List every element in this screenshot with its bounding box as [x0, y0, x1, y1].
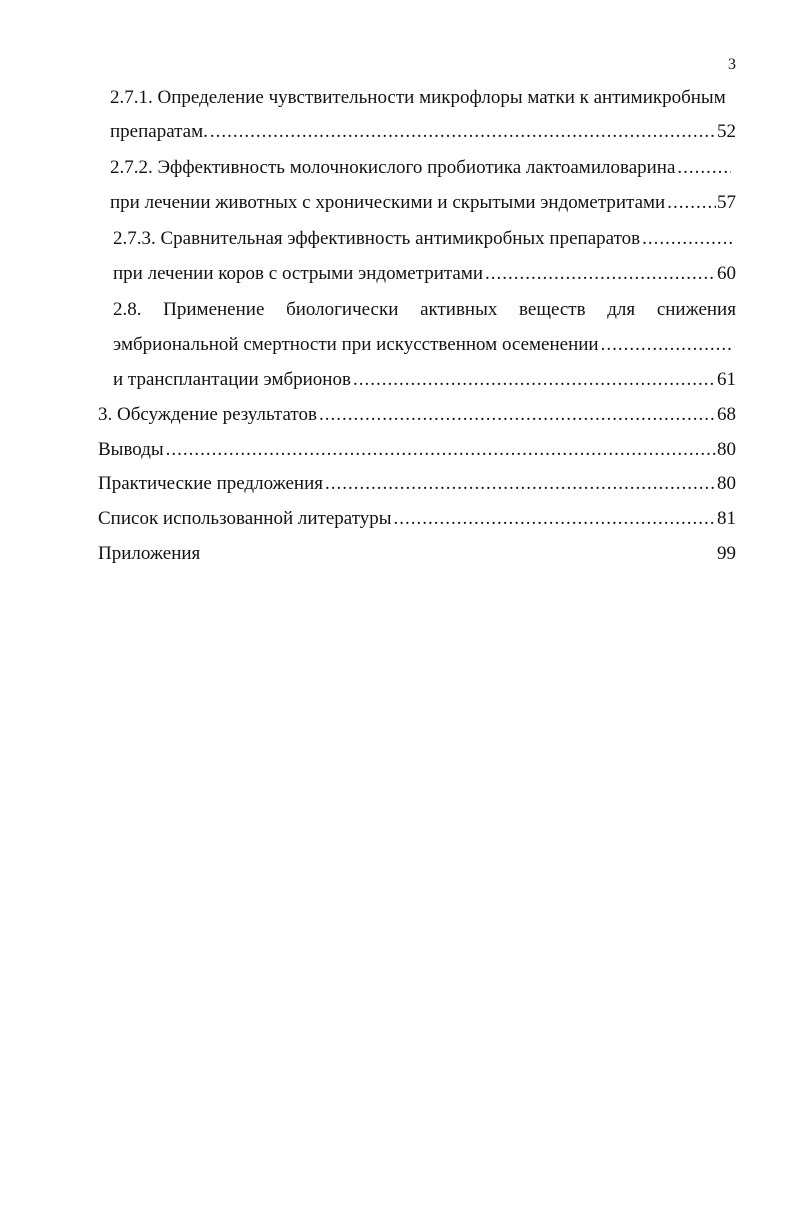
dot-leader [325, 472, 716, 496]
toc-page-number: 81 [717, 508, 736, 529]
toc-page-number: 60 [717, 263, 736, 284]
toc-entry-2-8-line-1[interactable] [113, 298, 736, 322]
toc-entry-practical-proposals[interactable] [98, 472, 736, 496]
dot-leader [394, 507, 716, 531]
toc-entry-title: эмбриональной смертности при искусственном осеменении [113, 334, 599, 355]
dot-leader [210, 120, 716, 144]
dot-leader [485, 262, 716, 286]
toc-page-number: 80 [717, 439, 736, 460]
dot-leader [642, 227, 732, 251]
toc-entry-3[interactable] [98, 403, 736, 427]
page-number: 3 [728, 56, 736, 73]
toc-entry-title: и трансплантации эмбрионов [113, 369, 351, 390]
dot-leader [319, 403, 716, 427]
toc-entry-word: активных [420, 299, 498, 320]
toc-entry-2-8-line-2[interactable] [113, 333, 733, 357]
toc-entry-2-7-1-line-2[interactable] [110, 120, 736, 144]
toc-entry-title: 2.7.3. Сравнительная эффективность антимикробных препаратов [113, 228, 641, 249]
toc-entry-title: Приложения [98, 543, 201, 564]
dot-leader [353, 368, 716, 392]
toc-entry-word: для [607, 299, 636, 320]
toc-page-number: 80 [717, 473, 736, 494]
dot-leader [667, 191, 716, 215]
toc-page-number: 61 [717, 369, 736, 390]
toc-entry-word: Применение [163, 299, 265, 320]
toc-entry-2-8-line-3[interactable] [113, 368, 736, 392]
toc-entry-2-7-3-line-2[interactable] [113, 262, 736, 286]
toc-page-number: 99 [717, 543, 736, 564]
toc-entry-word: веществ [519, 299, 586, 320]
toc-entry-title: препаратам. [110, 121, 208, 142]
toc-entry-2-7-3-line-1[interactable] [113, 227, 733, 251]
toc-page-number: 57 [717, 192, 736, 213]
toc-entry-title: при лечении животных с хроническими и скрытыми эндометритами [110, 192, 666, 213]
toc-entry-word: 2.8. [113, 299, 142, 320]
dot-leader [677, 156, 731, 180]
toc-page-number: 68 [717, 404, 736, 425]
toc-entry-title: 2.7.2. Эффективность молочнокислого пробиотика лактоамиловарина [110, 157, 676, 178]
toc-entry-title: 3. Обсуждение результатов [98, 404, 317, 425]
toc-entry-appendices[interactable] [98, 542, 736, 566]
dot-leader [601, 333, 732, 357]
toc-entry-word: снижения [656, 299, 736, 320]
toc-page-number: 52 [717, 121, 736, 142]
dot-leader [166, 438, 716, 462]
toc-entry-conclusions[interactable] [98, 438, 736, 462]
toc-entry-2-7-1-line-1[interactable] [110, 86, 736, 110]
toc-entry-2-7-2-line-1[interactable] [110, 156, 732, 180]
toc-entry-title: Практические предложения [98, 473, 323, 494]
toc-entry-title: Список использованной литературы [98, 508, 392, 529]
toc-entry-references[interactable] [98, 507, 736, 531]
toc-entry-title: 2.7.1. Определение чувствительности микрофлоры матки к антимикробным [110, 87, 726, 108]
toc-entry-title: при лечении коров с острыми эндометритами [113, 263, 484, 284]
toc-entry-title: Выводы [98, 439, 164, 460]
toc-entry-word: биологически [286, 299, 399, 320]
toc-entry-2-7-2-line-2[interactable] [110, 191, 736, 215]
